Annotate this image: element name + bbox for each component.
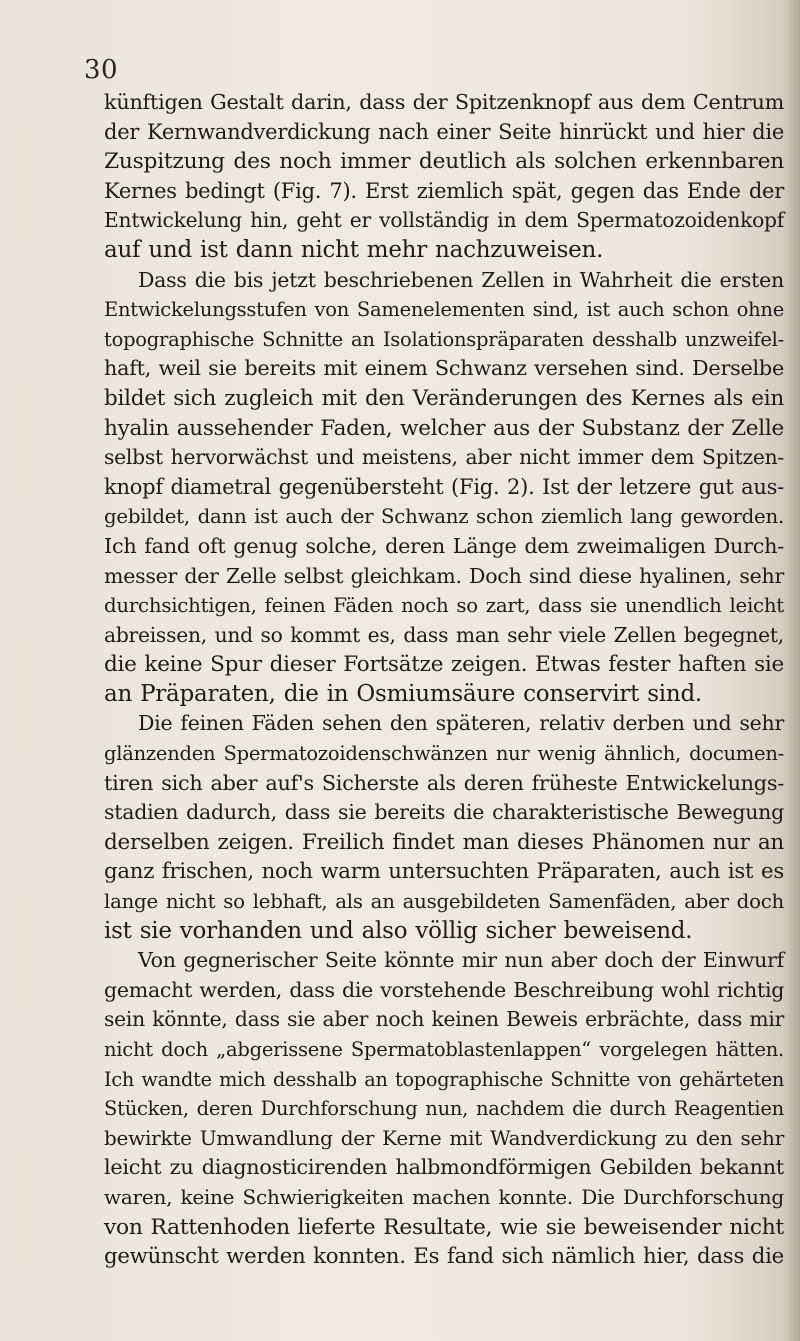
text-line: gewünscht werden konnten. Es fand sich nämlich hier, dass die bbox=[104, 1244, 784, 1270]
text-line: Ich fand oft genug solche, deren Länge dem zweimaligen Durch- bbox=[104, 533, 784, 558]
text-line: Entwickelung hin, geht er vollständig in dem Spermatozoidenkopf bbox=[104, 208, 784, 233]
body-text bbox=[104, 88, 784, 1272]
text-line: ganz frischen, noch warm untersuchten Präparaten, auch ist es bbox=[104, 859, 784, 885]
text-line: gebildet, dann ist auch der Schwanz schon ziemlich lang geworden. bbox=[104, 505, 784, 529]
text-line: von Rattenhoden lieferte Resultate, wie sie beweisender nicht bbox=[104, 1214, 784, 1240]
text-line: Stücken, deren Durchforschung nun, nachdem die durch Reagentien bbox=[104, 1097, 784, 1121]
page-number: 30 bbox=[84, 55, 119, 85]
page-edge-shadow bbox=[786, 0, 800, 1341]
text-line: stadien dadurch, dass sie bereits die charakteristische Bewegung bbox=[104, 800, 784, 825]
text-line: hyalin aussehender Faden, welcher aus der Substanz der Zelle bbox=[104, 415, 784, 441]
text-line: auf und ist dann nicht mehr nachzuweisen. bbox=[104, 236, 604, 263]
text-line: haft, weil sie bereits mit einem Schwanz versehen sind. Derselbe bbox=[104, 356, 784, 381]
text-line: lange nicht so lebhaft, als an ausgebildeten Samenfäden, aber doch bbox=[104, 890, 784, 914]
text-line: tiren sich aber auf's Sicherste als deren früheste Entwickelungs- bbox=[104, 770, 784, 795]
text-line: messer der Zelle selbst gleichkam. Doch sind diese hyalinen, sehr bbox=[104, 563, 784, 588]
text-line: Von gegnerischer Seite könnte mir nun aber doch der Einwurf bbox=[138, 948, 784, 973]
text-line: nicht doch „abgerissene Spermatoblastenlappen“ vorgelegen hätten. bbox=[104, 1038, 784, 1061]
text-line: Dass die bis jetzt beschriebenen Zellen in Wahrheit die ersten bbox=[138, 267, 784, 292]
text-line: Ich wandte mich desshalb an topographische Schnitte von gehärteten bbox=[104, 1067, 784, 1091]
text-line: gemacht werden, dass die vorstehende Beschreibung wohl richtig bbox=[104, 977, 785, 1002]
text-line: waren, keine Schwierigkeiten machen konnte. Die Durchforschung bbox=[104, 1184, 784, 1209]
text-line: selbst hervorwächst und meistens, aber nicht immer dem Spitzen- bbox=[104, 445, 784, 470]
text-line: durchsichtigen, feinen Fäden noch so zart, dass sie unendlich leicht bbox=[104, 594, 784, 618]
text-line: an Präparaten, die in Osmiumsäure conservirt sind. bbox=[104, 680, 702, 707]
text-line: abreissen, und so kommt es, dass man sehr viele Zellen begegnet, bbox=[104, 622, 784, 647]
text-line: Kernes bedingt (Fig. 7). Erst ziemlich spät, gegen das Ende der bbox=[104, 178, 784, 203]
text-line: der Kernwandverdickung nach einer Seite hinrückt und hier die bbox=[104, 119, 784, 144]
text-line: leicht zu diagnosticirenden halbmondförmigen Gebilden bekannt bbox=[104, 1155, 784, 1180]
text-line: glänzenden Spermatozoidenschwänzen nur wenig ähnlich, documen- bbox=[104, 742, 784, 766]
text-line: die keine Spur dieser Fortsätze zeigen. Etwas fester haften sie bbox=[104, 652, 784, 678]
text-line: derselben zeigen. Freilich findet man dieses Phänomen nur an bbox=[104, 829, 784, 855]
text-line: bildet sich zugleich mit den Veränderungen des Kernes als ein bbox=[104, 385, 784, 411]
text-line: topographische Schnitte an Isolationspräparaten desshalb unzweifel- bbox=[104, 327, 784, 351]
text-line: knopf diametral gegenübersteht (Fig. 2). Ist der letzere gut aus- bbox=[104, 474, 784, 499]
text-line: Entwickelungsstufen von Samenelementen sind, ist auch schon ohne bbox=[104, 298, 784, 322]
text-line: sein könnte, dass sie aber noch keinen Beweis erbrächte, dass mir bbox=[104, 1007, 784, 1032]
text-line: ist sie vorhanden und also völlig sicher beweisend. bbox=[104, 917, 693, 944]
text-line: bewirkte Umwandlung der Kerne mit Wandverdickung zu den sehr bbox=[104, 1125, 784, 1150]
text-line: künftigen Gestalt darin, dass der Spitzenknopf aus dem Centrum bbox=[104, 90, 784, 114]
text-line: Die feinen Fäden sehen den späteren, relativ derben und sehr bbox=[138, 711, 784, 736]
text-line: Zuspitzung des noch immer deutlich als solchen erkennbaren bbox=[104, 149, 784, 175]
